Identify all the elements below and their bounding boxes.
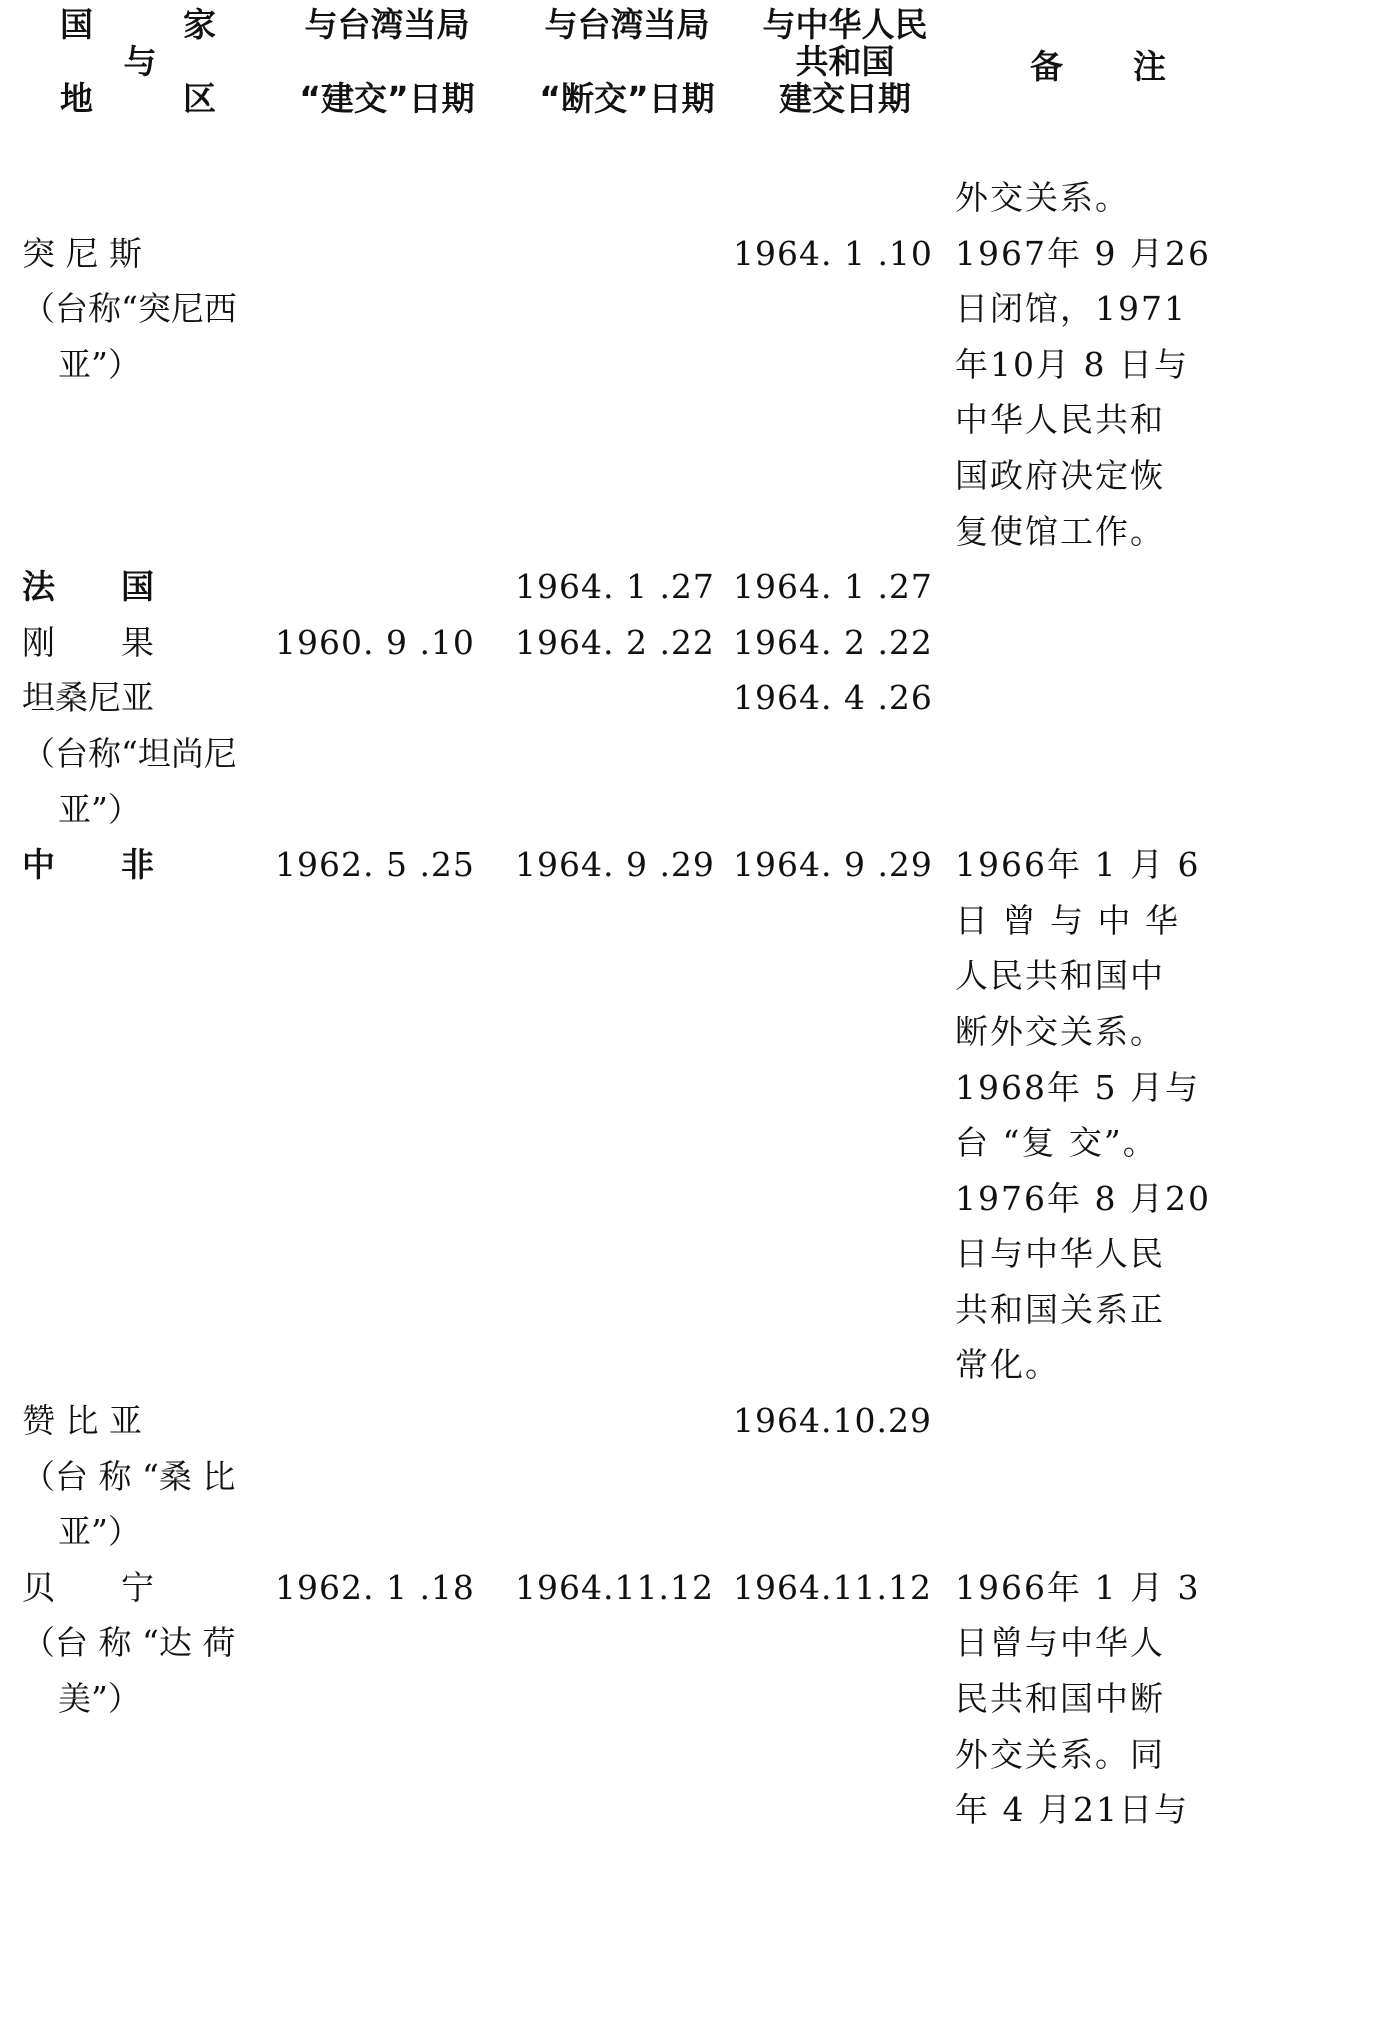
remarks-line: 外交关系。同 [955,1734,1165,1774]
prc-date-cell: 1964. 1 .27 [733,567,933,607]
remarks-line: 共和国关系正 [955,1289,1165,1329]
country-alias: （台称“坦尚尼 [22,733,237,773]
table-row [0,670,1380,837]
country-name: 赞 比 亚 [22,1401,142,1441]
prc-date-cell: 1964. 1 .10 [733,233,933,273]
country-alias: 亚”） [58,1512,141,1552]
remarks-line: 台 “复 交”。 [955,1123,1158,1163]
country-cell [0,837,255,893]
remarks-line: 常化。 [955,1345,1060,1385]
remarks-line: 中华人民共和 [955,400,1165,440]
table-row [0,170,1380,226]
establish-date-cell: 1962. 1 .18 [275,1567,475,1607]
header-prc-line: 共和国 [795,42,895,81]
country-alias: 美”） [58,1679,141,1719]
country-cell [0,615,255,671]
remarks-cell [955,226,1211,560]
header-sever-line: “断交”日期 [539,79,715,118]
table-row [0,615,1380,671]
remarks-line: 1968年 5 月与 [955,1067,1200,1107]
prc-date-cell: 1964.10.29 [733,1401,932,1441]
sever-date-cell: 1964. 1 .27 [515,567,715,607]
header-country-region [40,5,306,118]
table-row [0,1393,1380,1560]
remarks-line: 年 4 月21日与 [955,1790,1189,1830]
prc-date-cell: 1964. 4 .26 [733,678,933,718]
country-cell [0,670,255,837]
country-alias: （台 称 “桑 比 [22,1456,236,1496]
country-name: 贝 宁 [22,1567,154,1607]
header-country-line: 国家 [60,5,306,44]
table-body [0,170,1380,1838]
country-cell [0,226,255,393]
remarks-line: 外交关系。 [955,178,1130,217]
remarks-cell [955,1560,1201,1838]
country-alias: （台 称 “达 荷 [22,1623,236,1663]
remarks-line: 年10月 8 日与 [955,344,1189,384]
remarks-line: 1966年 1 月 3 [955,1567,1201,1607]
country-alias: 亚”） [58,344,141,384]
prc-date-cell: 1964.11.12 [733,1567,932,1607]
header-establish-line: “建交”日期 [299,79,475,118]
remarks-line: 复使馆工作。 [955,511,1165,551]
remarks-line: 1966年 1 月 6 [955,845,1201,885]
remarks-line: 1976年 8 月20 [955,1178,1211,1218]
header-remarks-line: 备注 [1030,47,1236,86]
header-sever-date [502,6,752,117]
header-country-line: 地区 [60,79,306,118]
remarks-line: 国政府决定恢 [955,455,1165,495]
country-cell [0,559,255,615]
header-prc-line: 建交日期 [779,79,911,118]
table-header [0,6,1380,136]
table-row [0,1560,1380,1838]
remarks-line: 日曾与中华人 [955,1623,1165,1663]
header-prc-line: 与中华人民 [762,5,928,44]
header-establish-line: 与台湾当局 [304,5,470,44]
remarks-cell [955,170,1195,226]
table-row [0,837,1380,1393]
country-name: 中 非 [22,845,154,885]
header-prc-date [730,6,960,117]
header-country-line: 与 [123,42,157,81]
remarks-line: 民共和国中断 [955,1679,1165,1719]
sever-date-cell: 1964. 9 .29 [515,845,715,885]
establish-date-cell: 1962. 5 .25 [275,845,475,885]
sever-date-cell: 1964. 2 .22 [515,622,715,662]
country-alias: 亚”） [58,789,141,829]
remarks-line: 日 曾 与 中 华 [955,900,1180,940]
country-name: 刚 果 [22,622,154,662]
remarks-line: 1967年 9 月26 [955,233,1211,273]
header-sever-line: 与台湾当局 [544,5,710,44]
remarks-line: 日闭馆，1971 [955,289,1187,329]
remarks-line: 断外交关系。 [955,1011,1165,1051]
header-remarks [960,47,1236,86]
table-row [0,226,1380,560]
country-name: 坦桑尼亚 [22,678,154,718]
country-cell [0,1560,255,1727]
country-name: 法 国 [22,567,154,607]
sever-date-cell: 1964.11.12 [515,1567,714,1607]
establish-date-cell: 1960. 9 .10 [275,622,475,662]
country-alias: （台称“突尼西 [22,289,237,329]
prc-date-cell: 1964. 2 .22 [733,622,933,662]
prc-date-cell: 1964. 9 .29 [733,845,933,885]
remarks-line: 日与中华人民 [955,1234,1165,1274]
header-establish-date [262,6,512,117]
remarks-cell [955,837,1211,1393]
remarks-line: 人民共和国中 [955,956,1165,996]
country-name: 突 尼 斯 [22,233,142,273]
table-row [0,559,1380,615]
country-cell [0,1393,255,1560]
